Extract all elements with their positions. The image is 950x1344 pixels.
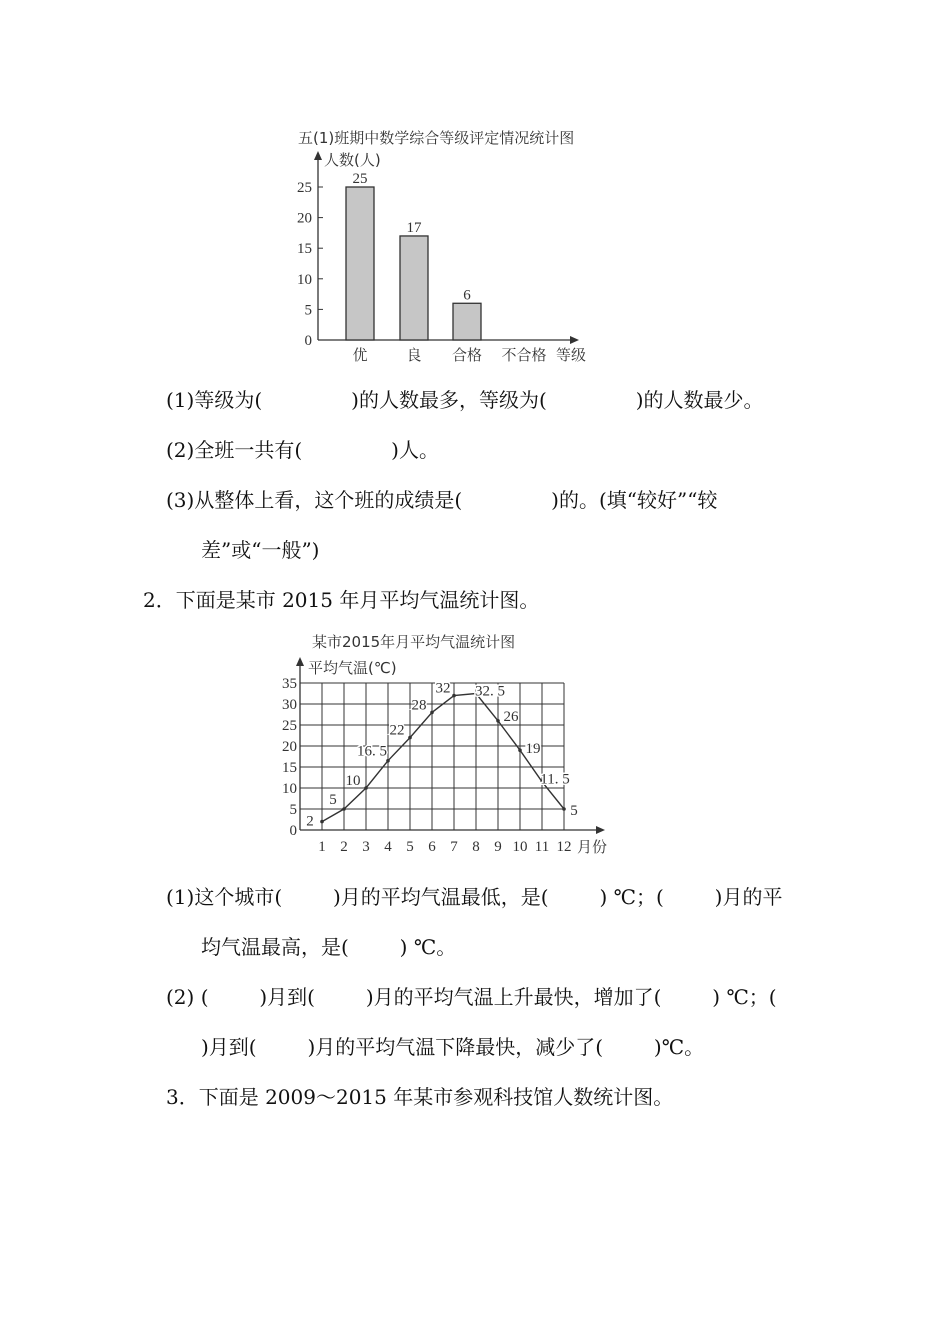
temperature-data-label: 32. 5 (475, 683, 505, 700)
line-y-tick-label: 0 (289, 823, 297, 839)
bar-data-label: 25 (352, 171, 368, 187)
line-y-tick-label: 35 (282, 676, 297, 692)
temperature-point (496, 719, 500, 723)
question-2-title: 2．下面是某市 2015 年月平均气温统计图。 (143, 588, 540, 612)
temperature-data-label: 5 (570, 803, 578, 819)
line-x-tick-label: 1 (318, 839, 326, 855)
line-x-tick-label: 3 (362, 839, 370, 855)
question-2-1-line2: 均气温最高，是( ) ℃。 (201, 935, 457, 959)
bar-chart-title: 五(1)班期中数学综合等级评定情况统计图 (298, 129, 575, 147)
temperature-point (408, 736, 412, 740)
question-1-3-line1: (3)从整体上看，这个班的成绩是( )的。(填“较好”“较 (166, 488, 718, 512)
temperature-point (430, 711, 434, 715)
bar-chart-y-label: 人数(人) (324, 151, 381, 169)
question-2-2-line1: (2) ( )月到( )月的平均气温上升最快，增加了( ) ℃；( (166, 985, 777, 1009)
line-x-tick-label: 5 (406, 839, 414, 855)
temperature-data-label: 26 (503, 708, 519, 725)
line-x-tick-label: 4 (384, 839, 392, 855)
line-chart-y-label: 平均气温(℃) (308, 659, 397, 677)
bar (453, 303, 481, 340)
question-2-2-line2: )月到( )月的平均气温下降最快，减少了( )℃。 (201, 1035, 705, 1059)
temperature-point (342, 807, 346, 811)
grade-bar-chart (0, 0, 950, 380)
question-1-3-line2: 差”或“一般”) (201, 538, 320, 562)
temperature-line-chart (0, 620, 950, 900)
bar-y-tick-label: 5 (304, 302, 312, 319)
line-x-tick-label: 11 (534, 839, 550, 855)
line-y-tick-label: 30 (282, 697, 297, 713)
bar-category-label: 良 (406, 346, 422, 364)
line-y-axis-arrow (296, 657, 304, 666)
bar-category-label: 优 (352, 346, 368, 364)
bar-y-axis-arrow (314, 151, 322, 160)
bar (400, 236, 428, 340)
temperature-data-label: 32 (435, 680, 451, 697)
bar-category-label: 不合格 (501, 346, 547, 364)
bar-y-tick-label: 0 (304, 333, 312, 349)
question-1-2: (2)全班一共有( )人。 (166, 438, 439, 462)
bar-y-tick-label: 25 (297, 180, 312, 196)
line-x-tick-label: 10 (512, 839, 528, 855)
line-x-axis-arrow (596, 826, 605, 834)
line-x-tick-label: 7 (450, 839, 458, 855)
temperature-data-label: 2 (306, 813, 314, 830)
line-x-tick-label: 6 (428, 839, 436, 855)
question-3-title: 3．下面是 2009～2015 年某市参观科技馆人数统计图。 (166, 1085, 674, 1109)
bar-data-label: 6 (463, 287, 471, 304)
line-y-tick-label: 25 (282, 718, 297, 734)
temperature-data-label: 11. 5 (540, 771, 570, 788)
temperature-data-label: 10 (345, 773, 361, 789)
temperature-data-label: 28 (411, 697, 427, 714)
temperature-point (320, 820, 324, 824)
bar-data-label: 17 (406, 219, 422, 236)
temperature-point (452, 694, 456, 698)
temperature-data-label: 22 (389, 722, 405, 739)
temperature-point (562, 807, 566, 811)
question-1-1: (1)等级为( )的人数最多，等级为( )的人数最少。 (166, 388, 764, 412)
bar-chart-x-label: 等级 (556, 346, 587, 364)
temperature-data-label: 5 (329, 792, 337, 808)
bar-y-tick-label: 15 (297, 241, 312, 258)
line-y-tick-label: 10 (282, 781, 297, 797)
line-x-tick-label: 9 (494, 839, 502, 855)
temperature-data-label: 19 (525, 741, 541, 758)
line-y-tick-label: 20 (282, 739, 297, 755)
bar-x-axis-arrow (570, 336, 579, 344)
bar (346, 187, 374, 340)
line-y-tick-label: 5 (289, 802, 297, 818)
line-x-tick-label: 2 (340, 839, 348, 855)
temperature-point (364, 786, 368, 790)
bar-category-label: 合格 (451, 346, 483, 364)
temperature-data-label: 16. 5 (357, 743, 387, 760)
bar-y-tick-label: 20 (297, 210, 312, 227)
line-y-tick-label: 15 (282, 760, 297, 776)
temperature-point (518, 748, 522, 752)
question-2-1-line1: (1)这个城市( )月的平均气温最低，是( ) ℃；( )月的平 (166, 885, 783, 909)
line-chart-x-label: 月份 (577, 838, 608, 856)
line-x-tick-label: 8 (472, 839, 480, 855)
bar-y-tick-label: 10 (297, 271, 312, 288)
line-x-tick-label: 12 (556, 839, 572, 855)
line-chart-title: 某市2015年月平均气温统计图 (312, 633, 516, 651)
